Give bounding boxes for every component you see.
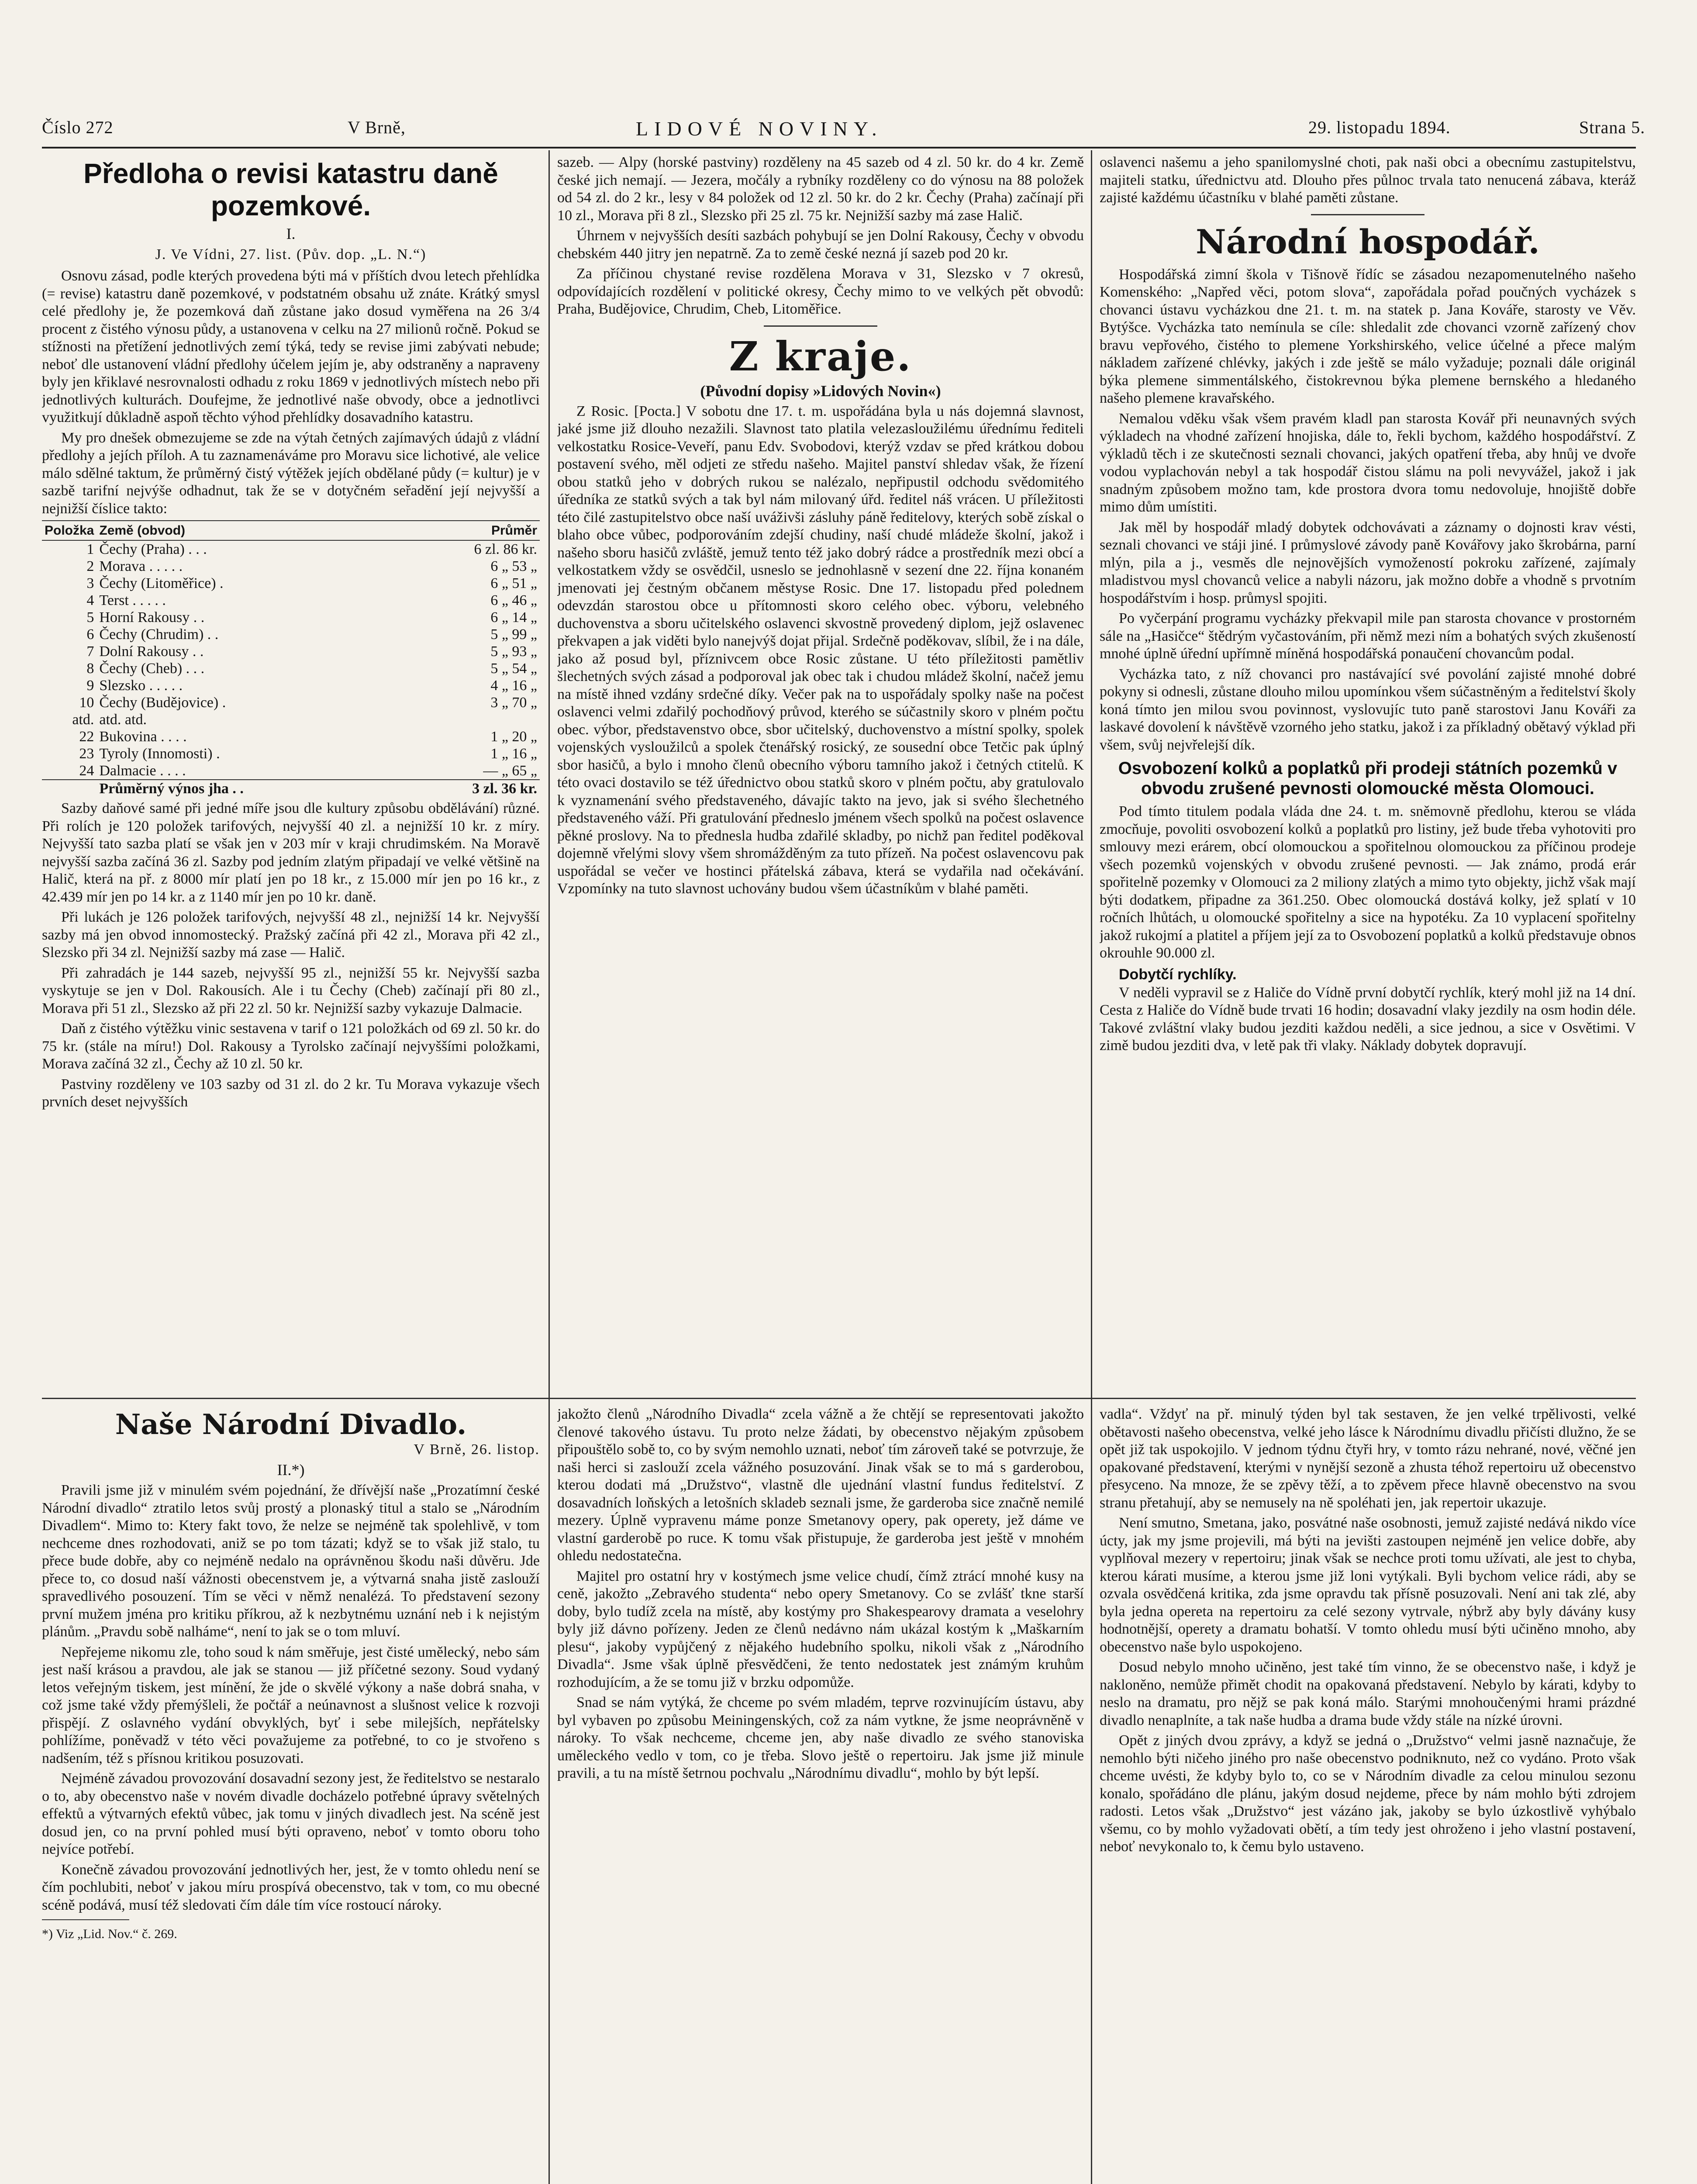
table-cell-position: 10 bbox=[79, 695, 94, 711]
table-cell-average: 1 „ 20 „ bbox=[490, 729, 537, 745]
article-tax-reform bbox=[42, 154, 540, 1394]
column-header: Průměr bbox=[398, 521, 540, 540]
paragraph: Nemalou vděku však všem pravém kladl pan starosta Kovář při neunavných svých výkladech na vhodné zařízení hnojiska, dále to, řekli bychom, každého hospodářství. Z výkladů těch i ze skutečnosti seznali chovanci, jakých opatření třeba, aby hnůj ve dvoře vodou vyplachován nebyl a tak hospodář čistou slámu na poli nevyvážel, jakož i jak snadným způsobem možno tam, kde prostora dvora tomu nedovoluje, hnojiště dobře mimo dům umístiti. bbox=[1100, 410, 1636, 515]
table-cell-region: Čechy (Budějovice) . bbox=[99, 695, 226, 711]
paragraph: Za příčinou chystané revise rozdělena Morava v 31, Slezsko v 7 okresů, odpovídajících rozdělení v politické okresy, Čechy mimo to ve velkých pět obvodů: Praha, Budějovice, Chrudim, Cheb, Litoměřice. bbox=[557, 266, 1084, 317]
table-cell-average: 3 „ 70 „ bbox=[490, 695, 537, 711]
table-cell-position: 7 bbox=[86, 643, 94, 660]
table-cell-region: Slezsko . . . . . bbox=[99, 677, 183, 694]
article-dateline: J. Ve Vídni, 27. list. (Pův. dop. „L. N.“) bbox=[155, 246, 427, 263]
divider bbox=[1311, 214, 1425, 215]
page-number: Strana 5. bbox=[1579, 117, 1645, 137]
paragraph: vadla“. Vždyť na př. minulý týden byl tak sestaven, že jen velké trpělivosti, velké obětavosti našeho obecenstva, velké jeho lásce k Národnímu divadlu přičísti dlužno, že se opět již tak uspokojilo. V jednom týdnu čtyři hry, v tomto rázu nehrané, nové, věčné jen opakované představení, kterými v nynější sezoně a zhusta téhož repertoiru už obecenstvo přesyceno. Na mnoze, že se zpěvy těží, a to zpěvem přece hlavně obecenstvo na svou stranu přetahují, aby se nemusely na ně spoléhati jen, jak repertoir ukazuje. bbox=[1100, 1406, 1636, 1511]
divider bbox=[764, 325, 877, 327]
table-cell-position: 2 bbox=[86, 558, 94, 574]
table-cell-average: 6 „ 46 „ bbox=[490, 592, 537, 608]
issue-date: 29. listopadu 1894. bbox=[1308, 117, 1451, 137]
paragraph: Při zahradách je 144 sazeb, nejvyšší 95 zl., nejnižší 55 kr. Nejvyšší sazba vyskytuje se jen v Dol. Rakousích. Ale i tu Čechy (Cheb) začínají při 80 zl., Morava při 51 zl., Slezsko až při 22 zl. 50 kr. Nejnižší sazby vykazuje Dalmacie. bbox=[42, 964, 540, 1016]
column-header: Položka bbox=[42, 521, 97, 540]
column-rule bbox=[548, 150, 550, 2184]
article-dateline: V Brně, 26. listop. bbox=[414, 1441, 540, 1458]
article-part-number: II.*) bbox=[277, 1461, 305, 1479]
table-row bbox=[42, 626, 540, 643]
paragraph: Po vyčerpání programu vycházky překvapil mile pan starosta chovance v prostorném sále na „Hasičce“ štědrým vyčastováním, při němž mezi ním a bohatých svých zkušeností mnohé úplně úřední upřímně míněná hospodářská ponaučení chovancům podal. bbox=[1100, 610, 1636, 662]
paragraph: Hospodářská zimní škola v Tišnově řídíc se zásadou nezapomenutelného našeho Komenského: „Napřed věci, potom slova“, zapořádala pořad poučných vycházek s chovanci ústavu vycházkou dne 21. t. m. na statek p. Jana Kováře, starosty ve Věv. Bytýšce. Vycházka tato nemínula se cíle: shledalit zde chovanci vzorně zařízený chov bravu vepřového, čistého to plemene Yorkshirského, velice účelné a přece malým nákladem zařízené chlévky, jakých i zde ještě se málo vyžaduje; poznali dále originál býka plemene simmentálského, čistokrevnou býka plemene bernského a hledaného našeho plemene kravařského. bbox=[1100, 266, 1636, 406]
article-theatre bbox=[42, 1406, 540, 2184]
table-row bbox=[42, 540, 540, 558]
paragraph: Osnovu zásad, podle kterých provedena býti má v příštích dvou letech přehlídka (= revise) katastru daně pozemkové, v podstatném obsahu už znáte. Krátký smysl celé předlohy je, že pozemková daň zůstane jako dosud vyměřena na 26 3/4 procent z čistého výnosu půdy, a ustanovena v celku na 27 milionů ročně. Pokud se stížnosti na přetížení jednotlivých zemí týká, tedy se revise jimi zabývati nebude; neboť dle ustanovení vládní předlohy účelem jejím je, aby odstraněny a napraveny byly jen křiklavé nesrovnalosti odhadu z roku 1869 v jednotlivých místech nebo při jednotlivých kulturách. Doufejme, že jednotlivé naše obvody, obce a jednotlivci využitkují důkladně aspoň těchto výhod přehlídky dosavadního katastru. bbox=[42, 268, 540, 425]
table-cell-region: Bukovina . . . . bbox=[99, 729, 187, 745]
page-header bbox=[42, 117, 1645, 143]
article-theatre-cont bbox=[557, 1406, 1084, 2184]
subsection-title: Osvobození kolků a poplatků při prodeji státních pozemků v obvodu zrušené pevnosti olomoucké města Olomouci. bbox=[1118, 759, 1618, 798]
table-body bbox=[42, 540, 540, 780]
table-row bbox=[42, 660, 540, 677]
footnote-rule bbox=[42, 1919, 129, 1920]
table-row bbox=[42, 643, 540, 660]
paragraph: Při lukách je 126 položek tarifových, nejvyšší 48 zl., nejnižší 14 kr. Nejvyšší sazby má jen obvod innomostecký. Pražský začíná při 42 zl., Morava při 42 zl., Slezsko při 34 zl. Nejnižší sazby má zase — Halič. bbox=[42, 909, 540, 961]
article-theatre-cont2 bbox=[1100, 1406, 1636, 2184]
table-cell-position: 5 bbox=[86, 609, 94, 625]
column-rule bbox=[1091, 150, 1092, 2184]
paragraph: Konečně závadou provozování jednotlivých her, jest, že v tomto ohledu není se čím pochlubiti, neboť v jakou míru prospívá obecenstvo, tak v tom, co mu obecné scéně podává, musí též sledovati čím dále tím více rostoucí nároky. bbox=[42, 1861, 540, 1913]
paragraph: V neděli vypravil se z Haliče do Vídně první dobytčí rychlík, který mohl již na 14 dní. Cesta z Haliče do Vídně bude trvati 16 hodin; dosavadní vlaky jezdily na osm hodin déle. Takové zvláštní vlaky budou jezditi každou neděli, a sice jednou, a sice v Osvětimi. V zimě budou jezditi dva, v letě pak tři vlaky. Náklady dobytek dopravují. bbox=[1100, 984, 1636, 1054]
paragraph: jakožto členů „Národního Divadla“ zcela vážně a že chtějí se representovati jakožto členové takového ústavu. Tu proto nelze žádati, by obecenstvo nějakým způsobem připouštělo sobě to, co by svým nemohlo uznati, neboť tím zároveň také se potvrzuje, že naši herci si zaslouží zcela vážného posuzování. Jinak však se to má s garderobou, kterou dodati má „Družstvo“, vlastně dle ujednání vlastní fundus ředitelství. Z dosavadních loňských a letošních skladeb seznali jsme, že garderoba sice značně nemilé mezery. Úplně vypravenu máme ponze Smetanovy opery, pak operety, jež dáme ve vlastní garderobě po ruce. K tomu však přistupuje, že garderoba jest ještě v mnohém ohledu nedostatečna. bbox=[557, 1406, 1084, 1564]
table-cell-average: 5 „ 99 „ bbox=[490, 626, 537, 643]
paragraph: My pro dnešek obmezujeme se zde na výtah četných zajímavých údajů z vládní předlohy a jejích příloh. A tu zaznamenáváme pro Moravu sice lichotivé, ale velice málo sdělné taktum, že průměrný čistý výtěžek jejích obdělané půdy (= kultur) je v sazbě tarifní nejvýše odhadnut, tak že se v dotyčném seřadění její nejvyšší a nejnižší číslice takto: bbox=[42, 429, 540, 517]
newspaper-title: LIDOVÉ NOVINY. bbox=[636, 117, 883, 140]
paragraph: Nejméně závadou provozování dosavadní sezony jest, že ředitelstvo se nestaralo o to, aby obecenstvo naše v novém divadle docházelo potřebné úpravy světelných effektů a výtvarných efektů vůbec, jak tomu v jiných divadlech jest. Na scéně jest dosud jen, co na první pohled musí býti opraveno, neboť v tomto oboru toho nejvíce potřebí. bbox=[42, 1770, 540, 1857]
table-row bbox=[42, 762, 540, 780]
table-total-row bbox=[42, 780, 540, 797]
article-title: Naše Národní Divadlo. bbox=[115, 1408, 467, 1441]
table-row bbox=[42, 711, 540, 728]
table-cell-position: 24 bbox=[79, 763, 94, 779]
subsection-title: Dobytčí rychlíky. bbox=[1119, 966, 1237, 983]
paragraph: Vycházka tato, z níž chovanci pro nastávající své povolání zajisté mnohé dobré pokyny si odnesli, zůstane dlouho milou upomínkou všem súčastněným a ředitelství školy koná tímto jen milou svou povinnost, vyslovujíc tuto paně starostovi Janu Kováři za laskavé dovolení k návštěvě vzorného jeho statku, jakož i za příkladný obětavý výklad při všem, svůj nejvřelejší dík. bbox=[1100, 666, 1636, 753]
table-cell-position: 3 bbox=[86, 575, 94, 591]
paragraph: Úhrnem v nejvyšších desíti sazbách pohybují se jen Dolní Rakousy, Čechy v obvodu chebském 440 jitry jen nepatrně. Za to země české nezná jí sazeb pod 20 kr. bbox=[557, 228, 1084, 262]
table-row bbox=[42, 592, 540, 609]
paragraph: oslavenci našemu a jeho spanilomyslné choti, pak naši obci a obecnímu zastupitelstvu, majiteli statku, úřednictvu atd. Dlouho přes půlnoc trvala tato nenucená zábava, kteráž zajisté každému účastníku v blahé paměti zůstane. bbox=[1100, 154, 1636, 206]
article-part-number: I. bbox=[286, 225, 296, 242]
table-cell-position: 6 bbox=[86, 626, 94, 643]
paragraph: Pravili jsme již v minulém svém pojednání, že dřívější naše „Prozatímní české Národní divadlo“ ztratilo letos svůj prostý a plonaský titul a stalo se „Národním Divadlem“. Mimo to: Ktery fakt tovo, že nelze se nejméně tak spolehlivě, v tom nechceme dnes rozhodovati, aniž se po tom tázati; když se to však již stalo, tu přece bude dobře, aby co nejméně nedalo na oprávněnou škodu naši důvěru. Jde přece to, co dosud naší vážnosti obecenstvem je, a výtvarná snaha jistě zaslouží spravedlivého posouzení. Tím se věci v němž nenalézá. To představení sezony první mužem jména pro kritiku příkrou, až k nezbytnému uznání neb i k nejistým plánům. „Pravdu sobě nalháme“, není to jak se o tom mluví. bbox=[42, 1482, 540, 1640]
column-right-top bbox=[1100, 154, 1636, 1394]
header-rule bbox=[42, 147, 1636, 149]
paragraph: Snad se nám vytýká, že chceme po svém mladém, teprve rozvinujícím ústavu, aby byl vybaven po způsobu Meiningenských, což za nám vytkne, že jsme neoprávněně v nároky. To však nechceme, chceme jen, aby naše divadlo ze svého stanoviska uměleckého vedlo v tom, co je třeba. Slovo ještě o repertoiru. Jak jsme již minule pravili, a tu na místě šetrnou pochvalu „Národnímu divadlu“, mohlo by být lepší. bbox=[557, 1694, 1084, 1781]
section-rule bbox=[42, 1398, 1636, 1399]
section-title: Z kraje. bbox=[729, 332, 912, 380]
tax-table bbox=[42, 520, 540, 797]
table-cell-position: 9 bbox=[86, 677, 94, 694]
paragraph: sazeb. — Alpy (horské pastviny) rozděleny na 45 sazeb od 4 zl. 50 kr. do 4 kr. Země české jich nemají. — Jezera, močály a rybníky rozděleny co do výnosu na 88 položek od 54 zl. do 2 kr., lesy v 84 položek od 12 zl. 50 kr. do 2 kr. Čechy (Praha) začínají při 10 zl., Morava při 8 zl., Slezsko při 25 zl. 75 kr. Nejnižší sazby má zase Halič. bbox=[557, 154, 1084, 224]
section-title: Národní hospodář. bbox=[1196, 222, 1540, 261]
paragraph: Dosud nebylo mnoho učiněno, jest také tím vinno, že se obecenstvo naše, i když je nakloněno, nemůže přimět chodit na opakovaná představení. Nebylo by kárati, kdyby to neslo na dramatu, pro nějž se pak koná málo. Starými mnohoučenými hrami prázdné divadlo nenaplníte, a tak naše hudba a drama bude vždy stále na nízké úrovni. bbox=[1100, 1659, 1636, 1728]
table-cell-average bbox=[398, 711, 540, 728]
table-cell-position: 4 bbox=[86, 592, 94, 608]
table-cell-region: Čechy (Litoměřice) . bbox=[99, 575, 224, 591]
table-cell-position: 23 bbox=[79, 746, 94, 762]
paragraph: Jak měl by hospodář mladý dobytek odchovávati a záznamy o dojnosti krav vésti, seznali chovanci ve stáji jiné. I průmyslové závody paně Kovářovy jako škrobárna, parní mlýn, pila a j., vesměs dle nejnovějších vymožeností pokroku zařízené, zajímaly mladistvou mysl chovanců velice a nabyli názoru, jak možno dobře a vhodně s prvotním hospodářstvím i hosp. průmysl spojiti. bbox=[1100, 519, 1636, 606]
article-title: Předloha o revisi katastru daně pozemkové. bbox=[83, 158, 498, 221]
table-cell-region: Dolní Rakousy . . bbox=[99, 643, 204, 660]
table-cell-position: atd. bbox=[72, 712, 94, 728]
paragraph: Daň z čistého výtěžku vinic sestavena v tarif o 121 položkách od 69 zl. 50 kr. do 75 kr. (stále na míru!) Dol. Rakousy a Tyrolsko začínají nejvyššími položkami, Morava začíná 32 zl., Čechy až 10 zl. 50 kr. bbox=[42, 1020, 540, 1072]
table-cell-position: 1 bbox=[86, 541, 94, 557]
table-row bbox=[42, 575, 540, 592]
table-cell-position: 22 bbox=[79, 729, 94, 745]
table-cell-average: 6 zl. 86 kr. bbox=[474, 541, 537, 557]
paragraph: Z Rosic. [Pocta.] V sobotu dne 17. t. m. uspořádána byla u nás dojemná slavnost, jaké jsme již dlouho nezažili. Slavnost tato platila velezasloužilému úřednímu řediteli velkostatku Rosice-Veveří, panu Edv. Svobodovi, kterýž vzdav se před krátkou dobou postavení svého, měl odjeti ze středu našeho. Majitel panství shledav však, že řízení obou statků jeho v dobrých rukou se nalézalo, nepřipustil odchodu svědomitého úředníka ze statků svých a tak byl nám milovaný úřd. ředitel náš vrácen. U příležitosti této čilé zastupitelstvo obce naší uváživši zásluhy páně ředitelovy, kterých sobě získal o blaho obce vůbec, podporováním zdejší chudiny, naší chudé mládeže školní, jakož i našeho sboru hasičů zvláště, jemuž tento též jako dobrý rádce a prostředník mezi obcí a velkostatkem vždy se osvědčil, usneslo se jednohlasně v sezení dne 22. října konaném jmenovati jej čestným občanem městyse Rosic. Dne 17. listopadu před polednem odevzdán starostou obce u přítomnosti skoro celého obec. výboru, velebného duchovenstva a sboru učitelského oslavenci skvostně provedený diplom, jejž oslavenec překvapen a jak viděti bylo nanejvýš dojat přijal. Srdečně poděkovav, slíbil, že i na dále, jako až posud byl, příznivcem obce Rosic zůstane. U této příležitosti pamětliv šlechetných svých zásad a podporoval jak obec tak i chudou mládež školní, načež jemu na místě ihned vzdány srdečné díky. Večer pak na to uspořádaly spolky naše na počest oslavenci velmi zdařilý pochodňový průvod, kterého se súčastnily skoro v plném počtu obec. výbor, představenstvo obce, sbor učitelský, duchovenstvo a místní spolky, spolek vojenských vysloužilců a spolek čtenářský rosický, ze sousední obce Tetčic pak úplný sbor hasičů, a bylo i mnoho členů obecního výboru tamního jakož i četných ctitelů. K této ovaci dostavilo se též úřednictvo obou statků skoro v plném počtu, aby gratulovalo k vyznamenání svého představeného, dávajíc takto na jevo, jak si svého šlechetného představeného váží. Při gratulování předneslo jménem všech spolků na počest oslavence pěkné proslovy. Na to přednesla hudba zdařilé skladby, po nichž pan ředitel poděkoval dojemně vřelými slovy všem shromážděným za tuto přízeň. Na počest oslavencovu pak uspořádal se večer ve hostinci přátelská zábava, která se vydařila nad očekávání. Vzpomínky na tuto slavnost uchovány budou všem účastníkům v blahé paměti. bbox=[557, 403, 1084, 897]
table-cell-region: Čechy (Chrudim) . . bbox=[99, 626, 219, 643]
column-header: Země (obvod) bbox=[97, 521, 398, 540]
footnote: *) Viz „Lid. Nov.“ č. 269. bbox=[42, 1927, 177, 1941]
table-row bbox=[42, 609, 540, 626]
table-cell-average: 4 „ 16 „ bbox=[490, 677, 537, 694]
column-middle-top bbox=[557, 154, 1084, 1394]
table-cell-average: 1 „ 16 „ bbox=[490, 746, 537, 762]
table-cell-region: Čechy (Cheb) . . . bbox=[99, 660, 205, 677]
paragraph: Nepřejeme nikomu zle, toho soud k nám směřuje, jest čisté umělecký, nebo sám jest naší krásou a pravdou, ale jak se stanou — již příčetné sezony. Soud vydaný letos veřejným tiskem, jest mínění, že jde o skvělé výkony a naše dobrá snaha, v což jsme také vždy přemýšleli, že počtář a neúnavnost a slušnost velice k rozvoji přispějí. Z oslavného vydání obvyklých, byť i sebe milejších, nepřátelsky pohlížíme, poněvadž v této věci považujeme za potřebné, to co je stvořeno s nadšením, též s přísnou kritikou posuzovati. bbox=[42, 1644, 540, 1766]
table-cell-average: 5 „ 93 „ bbox=[490, 643, 537, 660]
table-row bbox=[42, 558, 540, 575]
table-cell-region: Horní Rakousy . . bbox=[99, 609, 205, 625]
table-row bbox=[42, 745, 540, 762]
paragraph: Není smutno, Smetana, jako, posvátné naše osobnosti, jemuž zajisté nedává nikdo více úcty, jak my jsme projevili, má býti na jevišti zastoupen nejméně jen velice dobře, aby vyplňoval mezery v repertoiru; jinak však se nechce proti tomu užívati, ale jest to chyba, kterou kárati musíme, a kterou jsme již loni vytýkali. Byli bychom velice rádi, aby se ozvala osvědčená kritika, zda jsme opravdu tak přísně posuzovali. Není ani tak zlé, aby byla jedna opereta na repertoiru za celé sezony vytrvale, nýbrž aby byly dávány kusy hodnotnější, operety a dramatu bohatší. V tomto ohledu musí býti učiněno mnoho, aby obecenstvo naše bylo uspokojeno. bbox=[1100, 1515, 1636, 1655]
paragraph: Pod tímto titulem podala vláda dne 24. t. m. sněmovně předlohu, kterou se vláda zmocňuje, povoliti osvobození kolků a poplatků pro listiny, jež bude třeba vyhotoviti pro smlouvy mezi erárem, obcí olomouckou a spořitelnou olomouckou za příčinou prodeje všech pozemků vojenských v obvodu zrušené pevnosti. — Jak známo, prodá erár spořitelně pozemky v Olomouci za 2 miliony zlatých a mimo tyto objekty, jichž však mají býti dodatkem, připadne za 361.250. Obec olomoucká dostává kolky, jež splatí v 10 ročních lhůtách, u olomoucké spořitelny a sice na hypotéku. Za 10 vyplacení spořitelny jakož rukojmí a platitel a příjem její za to Osvobození poplatků a kolků představuje obnos okrouhle 90.000 zl. bbox=[1100, 803, 1636, 961]
table-cell-average: 6 „ 53 „ bbox=[490, 558, 537, 574]
paragraph: Sazby daňové samé při jedné míře jsou dle kultury způsobu obdělávání) různé. Při rolích je 120 položek tarifových, nejvyšší 40 zl. a nejnižší 10 kr. z míry. Nejvyšší tato sazba platí se však jen v 203 mír v kraji chrudimském. Na Moravě nejvyšší sazba začíná 36 zl. Sazby pod jedním zlatým připadají ve velké většině na Halič, která na př. z 8000 mír platí jen po 18 kr., z 15.000 mír jen po 16 kr., z 42.439 mír jen po 14 kr. a z 1140 mír jen po 10 kr. daně. bbox=[42, 800, 540, 905]
table-cell-position: 8 bbox=[86, 660, 94, 677]
table-cell-average: 5 „ 54 „ bbox=[490, 660, 537, 677]
table-cell-region: Terst . . . . . bbox=[99, 592, 166, 608]
table-row bbox=[42, 677, 540, 694]
total-label: Průměrný výnos jha . . bbox=[97, 780, 398, 797]
total-value: 3 zl. 36 kr. bbox=[398, 780, 540, 797]
table-row bbox=[42, 728, 540, 745]
table-cell-average: 6 „ 14 „ bbox=[490, 609, 537, 625]
table-cell-region: Tyroly (Innomosti) . bbox=[99, 746, 220, 762]
place: V Brně, bbox=[348, 117, 406, 137]
table-cell-region: Čechy (Praha) . . . bbox=[99, 541, 207, 557]
table-header-row bbox=[42, 521, 540, 540]
table-row bbox=[42, 694, 540, 711]
table-cell-region: Morava . . . . . bbox=[99, 558, 183, 574]
table-cell-average: 6 „ 51 „ bbox=[490, 575, 537, 591]
table-cell-region: atd. atd. bbox=[99, 712, 147, 728]
paragraph: Majitel pro ostatní hry v kostýmech jsme velice chudí, čímž ztrácí mnohé kusy na ceně, jakožto „Zebravého studenta“ nebo opery Smetanovy. Co se zvlášť tkne starší doby, bylo tudíž zcela na místě, aby kostýmy pro Shakespearovy dramata a veselohry byly již dávno pořízeny. Jeden ze členů nedávno nám ukázal kostým k „Maškarním plesu“, jakoby vypůjčený z nějakého hudebního spolku, nikoli však z „Národního Divadla“. Jsme však úplně přesvědčeni, že tento nedostatek jest známým kruhům rozhodujícím, a že se tomu již v brzku odpomůže. bbox=[557, 1568, 1084, 1690]
table-cell-average: — „ 65 „ bbox=[483, 763, 537, 779]
paragraph: Pastviny rozděleny ve 103 sazby od 31 zl. do 2 kr. Tu Morava vykazuje všech prvních deset nejvyšších bbox=[42, 1076, 540, 1110]
table-cell-region: Dalmacie . . . . bbox=[99, 763, 186, 779]
paragraph: Opět z jiných dvou zprávy, a když se jedná o „Družstvo“ velmi jasně naznačuje, že nemohlo býti ničeho jiného pro naše obecenstvo podniknuto, než co vydáno. Proto však chceme uvésti, že kdyby bylo to, co se v Národním divadle za celou minulou sezonu konalo, spořádáno dle plánu, jakým dosud nejdeme, přece by nám mohlo býti zdrojem radosti. Letos však „Družstvo“ jest vázáno jak, jakoby se bylo úzkostlivě vyhýbalo všemu, co by mohlo vyžadovati obětí, a tím tedy jest ohroženo i jeho vlastní postavení, neboť nevykonalo to, k čemu bylo ustaveno. bbox=[1100, 1732, 1636, 1855]
issue-number: Číslo 272 bbox=[42, 117, 114, 137]
section-source: (Původní dopisy »Lidových Novin«) bbox=[700, 382, 941, 400]
